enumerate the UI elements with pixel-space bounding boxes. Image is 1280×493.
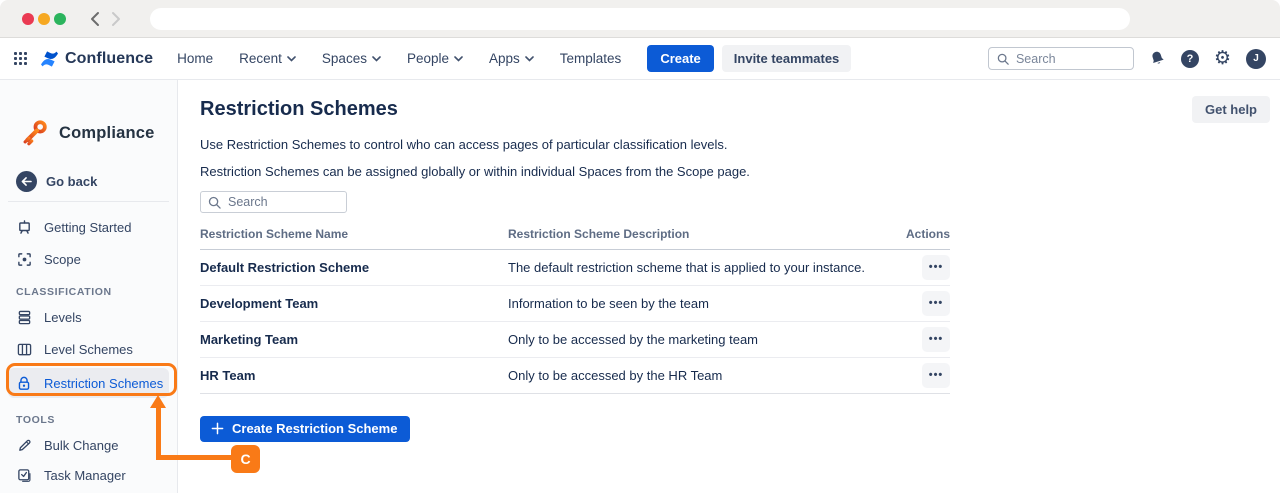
- nav-item-recent[interactable]: Recent: [239, 51, 296, 66]
- close-window-icon[interactable]: [22, 13, 34, 25]
- sidebar-item-label: Restriction Schemes: [44, 375, 164, 391]
- row-actions-menu-icon[interactable]: •••: [922, 255, 950, 280]
- chevron-down-icon: [525, 56, 534, 62]
- create-restriction-scheme-button[interactable]: [200, 416, 410, 442]
- row-actions-menu-icon[interactable]: •••: [922, 291, 950, 316]
- layers-icon: [16, 309, 32, 325]
- address-bar[interactable]: [150, 8, 1130, 30]
- sidebar-divider: [8, 201, 169, 202]
- sidebar-item-label: Levels: [44, 309, 82, 325]
- compliance-sidebar: [0, 80, 178, 493]
- global-search-input[interactable]: [988, 47, 1134, 70]
- chevron-down-icon: [287, 56, 296, 62]
- go-back-button[interactable]: [16, 170, 177, 192]
- app-switcher-icon[interactable]: [14, 52, 28, 66]
- create-restriction-scheme-label: Create Restriction Scheme: [232, 421, 398, 436]
- sidebar-item-label: Level Schemes: [44, 341, 133, 357]
- nav-item-spaces[interactable]: Spaces: [322, 51, 381, 66]
- scope-icon: [16, 251, 32, 267]
- nav-item-people[interactable]: People: [407, 51, 463, 66]
- invite-teammates-button[interactable]: Invite teammates: [722, 45, 852, 72]
- browser-chrome: [0, 0, 1280, 38]
- create-button[interactable]: Create: [647, 45, 713, 72]
- plus-icon: [211, 422, 224, 435]
- row-actions-menu-icon[interactable]: •••: [922, 363, 950, 388]
- page-description-1: Use Restriction Schemes to control who can access pages of particular classification levels.: [200, 137, 728, 152]
- pencil-icon: [16, 437, 32, 453]
- user-avatar[interactable]: J: [1246, 49, 1266, 69]
- nav-menu: [177, 51, 621, 66]
- sidebar-item-label: Bulk Change: [44, 437, 119, 453]
- table-row: [200, 358, 950, 394]
- sidebar-item-label: Task Manager: [44, 467, 126, 483]
- notifications-bell-icon[interactable]: [1147, 48, 1168, 69]
- search-icon: [997, 53, 1009, 65]
- navbar-right: [988, 47, 1266, 70]
- scheme-name: Development Team: [200, 296, 319, 311]
- confluence-mark-icon: [40, 50, 59, 68]
- row-actions-menu-icon[interactable]: •••: [922, 327, 950, 352]
- table-header-row: [200, 227, 950, 250]
- column-header-description: Restriction Scheme Description: [508, 227, 690, 241]
- column-header-name: Restriction Scheme Name: [200, 227, 349, 241]
- classification-section-header: CLASSIFICATION: [16, 286, 112, 298]
- scheme-description: Information to be seen by the team: [508, 296, 709, 311]
- table-row: [200, 286, 950, 322]
- scheme-name: Marketing Team: [200, 332, 299, 347]
- browser-forward-icon[interactable]: [106, 9, 126, 29]
- sidebar-item-restriction-schemes[interactable]: [8, 368, 169, 398]
- settings-gear-icon[interactable]: ⚙: [1213, 48, 1231, 69]
- brand-name: Confluence: [65, 49, 154, 67]
- sidebar-item-levels[interactable]: [8, 302, 169, 332]
- global-search-placeholder: Search: [1015, 51, 1056, 66]
- app-name: Compliance: [59, 123, 155, 142]
- tools-section-header: TOOLS: [16, 414, 55, 426]
- scheme-description: Only to be accessed by the HR Team: [508, 368, 723, 383]
- sidebar-item-task-manager[interactable]: [8, 460, 169, 490]
- nav-item-apps[interactable]: Apps: [489, 51, 534, 66]
- key-icon: [20, 117, 50, 149]
- chevron-down-icon: [454, 56, 463, 62]
- scheme-description: The default restriction scheme that is applied to your instance.: [508, 260, 865, 275]
- nav-item-templates[interactable]: Templates: [559, 51, 622, 66]
- page-title: Restriction Schemes: [200, 98, 398, 120]
- app-navbar: [0, 38, 1280, 80]
- minimize-window-icon[interactable]: [38, 13, 50, 25]
- restriction-schemes-table: [200, 227, 950, 394]
- get-help-button[interactable]: Get help: [1192, 96, 1270, 123]
- easel-icon: [16, 219, 32, 235]
- sidebar-item-bulk-change[interactable]: [8, 430, 169, 460]
- task-icon: [16, 467, 32, 483]
- browser-back-icon[interactable]: [84, 9, 104, 29]
- sidebar-item-getting-started[interactable]: [8, 212, 169, 242]
- confluence-logo[interactable]: [40, 50, 153, 68]
- scheme-name: Default Restriction Scheme: [200, 260, 370, 275]
- page-description-2: Restriction Schemes can be assigned globally or within individual Spaces from the Scope page.: [200, 164, 750, 179]
- scheme-search-input[interactable]: [200, 191, 347, 213]
- search-icon: [208, 196, 221, 209]
- scheme-description: Only to be accessed by the marketing team: [508, 332, 759, 347]
- main-content: [178, 80, 1280, 493]
- table-row: [200, 322, 950, 358]
- compliance-app-logo: [20, 114, 177, 152]
- sidebar-item-label: Scope: [44, 251, 81, 267]
- column-header-actions: Actions: [905, 227, 950, 241]
- scheme-search-placeholder: Search: [228, 195, 268, 209]
- help-icon[interactable]: ?: [1181, 50, 1199, 68]
- nav-item-home[interactable]: Home: [177, 51, 214, 66]
- annotation-label-c: C: [231, 445, 260, 473]
- scheme-name: HR Team: [200, 368, 256, 383]
- columns-icon: [16, 341, 32, 357]
- sidebar-item-scope[interactable]: [8, 244, 169, 274]
- sidebar-item-level-schemes[interactable]: [8, 334, 169, 364]
- table-row: [200, 250, 950, 286]
- sidebar-item-label: Getting Started: [44, 219, 132, 235]
- go-back-label: Go back: [46, 173, 98, 189]
- back-arrow-icon: [16, 171, 37, 192]
- zoom-window-icon[interactable]: [54, 13, 66, 25]
- chevron-down-icon: [372, 56, 381, 62]
- lock-icon: [16, 375, 32, 391]
